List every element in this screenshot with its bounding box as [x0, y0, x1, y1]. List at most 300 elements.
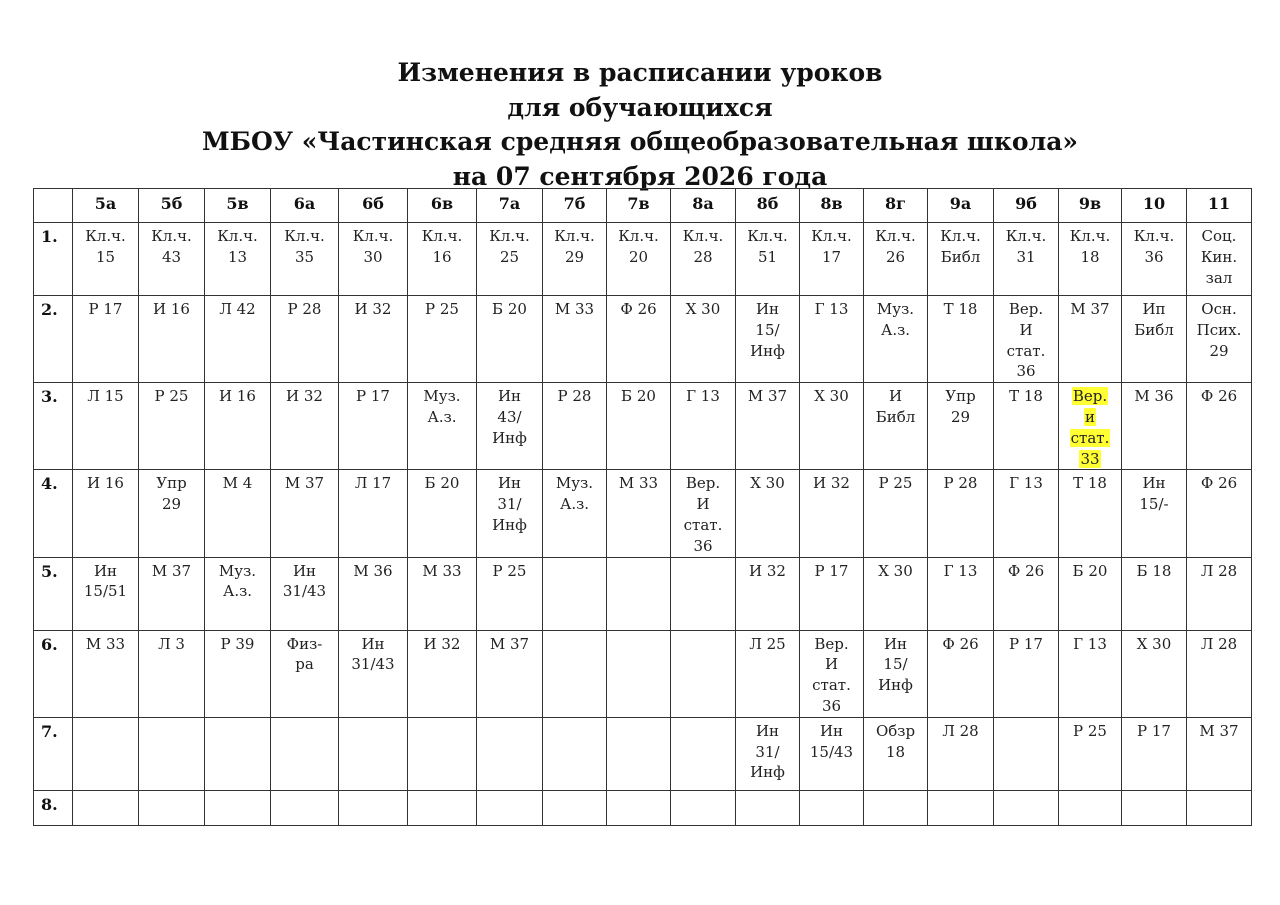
- lesson-cell-text: М 33: [618, 474, 659, 493]
- lesson-cell-line: [671, 494, 735, 515]
- lesson-cell-text: М 36: [1134, 387, 1174, 406]
- lesson-cell-line: [339, 561, 407, 582]
- lesson-cell-text: Вер.: [1072, 387, 1108, 406]
- lesson-cell-text: 15/: [755, 320, 780, 339]
- lesson-cell-line: [205, 386, 270, 407]
- lesson-cell: [864, 557, 928, 630]
- lesson-cell-text: 29: [161, 495, 182, 514]
- lesson-cell-line: [1122, 247, 1186, 268]
- lesson-cell: [1187, 790, 1252, 825]
- lesson-cell: [1122, 470, 1187, 557]
- lesson-cell-text: Кл.ч.: [85, 227, 126, 245]
- lesson-cell: [1059, 296, 1122, 383]
- lesson-cell: [1122, 790, 1187, 825]
- lesson-cell: [736, 557, 800, 630]
- lesson-cell-text: Упр: [945, 387, 976, 406]
- lesson-cell: [928, 630, 994, 717]
- lesson-cell-text: Ин: [361, 634, 385, 653]
- lesson-cell-line: [800, 675, 863, 696]
- lesson-cell: [339, 296, 408, 383]
- lesson-cell: [671, 557, 736, 630]
- lesson-cell-line: [928, 226, 993, 247]
- lesson-cell: [607, 223, 671, 296]
- lesson-cell-line: [671, 515, 735, 536]
- lesson-cell-line: [1059, 407, 1121, 428]
- lesson-cell-text: Кл.ч.: [618, 227, 659, 245]
- lesson-cell: [607, 557, 671, 630]
- lesson-cell-text: М 37: [1199, 721, 1239, 740]
- lesson-cell-line: [1122, 634, 1186, 655]
- class-header: 8б: [736, 189, 800, 223]
- lesson-cell-line: [271, 581, 338, 602]
- lesson-cell-text: Кл.ч.: [940, 227, 981, 245]
- lesson-cell-text: 31/43: [282, 582, 327, 601]
- lesson-cell-line: [271, 561, 338, 582]
- lesson-cell-text: ра: [295, 655, 314, 674]
- lesson-cell-line: [205, 581, 270, 602]
- lesson-cell-text: Кл.ч.: [284, 227, 325, 245]
- lesson-cell: [736, 383, 800, 470]
- lesson-number: 2.: [34, 296, 73, 383]
- lesson-cell: [408, 790, 477, 825]
- lesson-cell-text: Ин: [755, 300, 780, 318]
- lesson-cell: [671, 223, 736, 296]
- class-header: 10: [1122, 189, 1187, 223]
- lesson-cell: [73, 383, 139, 470]
- lesson-cell: [928, 717, 994, 790]
- lesson-cell: [1059, 383, 1122, 470]
- lesson-cell-text: 30: [363, 247, 383, 266]
- lesson-cell-line: [205, 299, 270, 320]
- lesson-cell-text: Упр: [156, 474, 187, 493]
- lesson-cell-line: [864, 561, 927, 582]
- lesson-cell-line: [1122, 473, 1186, 494]
- lesson-row: [34, 557, 1252, 630]
- lesson-cell-text: Х 30: [685, 300, 721, 318]
- lesson-cell-line: [271, 473, 338, 494]
- lesson-cell: [339, 470, 408, 557]
- lesson-cell-line: [864, 634, 927, 655]
- lesson-cell-text: 31: [1016, 247, 1036, 266]
- lesson-cell-text: Р 25: [492, 561, 527, 580]
- lesson-cell-line: [408, 634, 476, 655]
- lesson-cell-text: Х 30: [878, 561, 913, 580]
- lesson-cell: [139, 383, 205, 470]
- lesson-cell: [339, 717, 408, 790]
- lesson-cell-line: [139, 386, 204, 407]
- lesson-cell: [671, 790, 736, 825]
- lesson-cell-line: [477, 386, 542, 407]
- lesson-cell-line: [864, 386, 927, 407]
- class-header: 7б: [543, 189, 607, 223]
- lesson-row: [34, 223, 1252, 296]
- lesson-cell-text: И 32: [813, 474, 850, 493]
- lesson-cell-line: [1122, 386, 1186, 407]
- lesson-cell-text: И: [824, 655, 839, 674]
- lesson-cell-line: [271, 226, 338, 247]
- lesson-cell-text: Библ: [940, 247, 981, 266]
- lesson-cell-text: Р 25: [154, 387, 189, 406]
- lesson-cell-line: [139, 247, 204, 268]
- lesson-cell: [994, 790, 1059, 825]
- lesson-cell-text: стат.: [1070, 428, 1110, 447]
- lesson-cell-text: Г 13: [943, 561, 978, 580]
- lesson-cell-line: [1122, 561, 1186, 582]
- lesson-cell-line: [994, 386, 1058, 407]
- lesson-cell-text: Осн.: [1201, 300, 1237, 318]
- lesson-cell-line: [139, 494, 204, 515]
- lesson-cell-text: Кл.ч.: [421, 227, 463, 245]
- lesson-cell-line: [864, 407, 927, 428]
- lesson-cell-text: Муз.: [555, 474, 594, 493]
- lesson-cell: [139, 470, 205, 557]
- lesson-cell-text: Г 13: [686, 387, 720, 406]
- lesson-cell-line: [736, 386, 799, 407]
- lesson-cell-text: Ф 26: [1200, 387, 1238, 406]
- class-header: 5б: [139, 189, 205, 223]
- lesson-cell: [477, 223, 543, 296]
- lesson-cell-text: Библ: [875, 407, 916, 426]
- lesson-cell-text: А.з.: [427, 407, 457, 426]
- lesson-cell: [1122, 717, 1187, 790]
- lesson-cell: [1187, 383, 1252, 470]
- lesson-cell: [1122, 557, 1187, 630]
- lesson-cell-text: 36: [1016, 362, 1036, 381]
- lesson-cell-text: Л 3: [158, 634, 185, 653]
- document-title: [0, 56, 1280, 194]
- lesson-cell-text: 26: [885, 247, 906, 266]
- lesson-cell: [477, 557, 543, 630]
- lesson-cell-text: М 33: [554, 300, 595, 318]
- lesson-cell: [800, 296, 864, 383]
- lesson-cell: [800, 383, 864, 470]
- lesson-cell-line: [339, 386, 407, 407]
- lesson-cell: [607, 630, 671, 717]
- lesson-cell-text: Вер.: [814, 634, 849, 653]
- lesson-cell: [864, 296, 928, 383]
- lesson-cell-line: [73, 299, 138, 320]
- lesson-cell: [671, 717, 736, 790]
- lesson-cell: [994, 470, 1059, 557]
- lesson-cell-text: Л 28: [1200, 634, 1238, 653]
- lesson-cell-line: [864, 320, 927, 341]
- lesson-cell-text: Р 28: [943, 474, 978, 493]
- lesson-cell-line: [205, 561, 270, 582]
- lesson-cell-line: [607, 299, 670, 320]
- lesson-cell-line: [543, 473, 606, 494]
- lesson-number: 4.: [34, 470, 73, 557]
- lesson-cell: [139, 296, 205, 383]
- lesson-cell-line: [1187, 721, 1251, 742]
- lesson-cell-line: [928, 407, 993, 428]
- lesson-cell: [408, 383, 477, 470]
- lesson-cell-line: [543, 299, 606, 320]
- lesson-cell: [671, 383, 736, 470]
- lesson-cell-line: [671, 226, 735, 247]
- class-header: 5в: [205, 189, 271, 223]
- lesson-cell-line: [271, 247, 338, 268]
- lesson-cell-text: И: [888, 387, 903, 406]
- lesson-cell-line: [543, 386, 606, 407]
- lesson-cell-text: Ин: [93, 561, 118, 580]
- lesson-cell-line: [543, 226, 606, 247]
- lesson-cell-text: 17: [821, 247, 842, 266]
- lesson-cell-text: Инф: [750, 763, 785, 782]
- lesson-cell-text: М 33: [85, 634, 126, 653]
- lesson-cell-line: [994, 226, 1058, 247]
- lesson-cell-line: [477, 515, 542, 536]
- lesson-cell-text: Б 20: [424, 474, 460, 493]
- lesson-cell-line: [1187, 634, 1251, 655]
- lesson-cell-line: [736, 742, 799, 763]
- lesson-cell-text: А.з.: [222, 582, 253, 601]
- lesson-cell-text: Обзр: [875, 721, 916, 740]
- lesson-cell: [1059, 470, 1122, 557]
- lesson-number: 6.: [34, 630, 73, 717]
- lesson-cell-text: Ин: [755, 721, 780, 740]
- lesson-cell: [477, 790, 543, 825]
- lesson-cell-line: [800, 247, 863, 268]
- lesson-cell-text: 15: [95, 247, 116, 266]
- lesson-cell-text: М 37: [284, 474, 325, 493]
- class-header: 6б: [339, 189, 408, 223]
- lesson-cell-line: [928, 386, 993, 407]
- lesson-cell: [800, 470, 864, 557]
- lesson-cell-text: Муз.: [423, 387, 461, 406]
- lesson-cell: [73, 717, 139, 790]
- lesson-cell-line: [1187, 247, 1251, 268]
- lesson-cell-text: 51: [757, 247, 778, 266]
- lesson-cell-text: Р 28: [287, 300, 322, 318]
- lesson-cell: [928, 470, 994, 557]
- lesson-cell-text: стат.: [812, 676, 851, 695]
- lesson-cell: [205, 630, 271, 717]
- lesson-cell-text: Л 42: [219, 300, 256, 318]
- lesson-cell-line: [736, 341, 799, 362]
- lesson-cell: [139, 630, 205, 717]
- lesson-cell: [736, 630, 800, 717]
- lesson-cell-line: [928, 247, 993, 268]
- lesson-cell-text: стат.: [683, 515, 723, 534]
- lesson-cell-text: И: [696, 495, 710, 514]
- header-row: [34, 189, 1252, 223]
- lesson-cell-line: [1187, 299, 1251, 320]
- lesson-cell-text: Кин.: [1200, 247, 1238, 266]
- lesson-cell: [271, 296, 339, 383]
- lesson-cell-text: Б 20: [1072, 561, 1108, 580]
- lesson-cell-line: [139, 634, 204, 655]
- lesson-cell-text: Кл.ч.: [875, 227, 916, 245]
- lesson-cell-text: 36: [1144, 247, 1164, 266]
- lesson-cell-text: Ин: [819, 721, 844, 740]
- lesson-cell-text: Р 17: [1009, 634, 1043, 653]
- lesson-cell-line: [671, 386, 735, 407]
- lesson-cell-text: Кл.ч.: [1133, 227, 1175, 245]
- lesson-cell-text: Л 15: [87, 387, 124, 406]
- lesson-cell-line: [271, 634, 338, 655]
- lesson-cell: [73, 790, 139, 825]
- lesson-cell: [864, 383, 928, 470]
- lesson-cell-line: [139, 561, 204, 582]
- lesson-cell: [271, 383, 339, 470]
- lesson-cell-text: 35: [294, 247, 315, 266]
- lesson-cell-text: Муз.: [218, 561, 257, 580]
- lesson-cell-line: [800, 634, 863, 655]
- lesson-cell-text: Кл.ч.: [747, 227, 788, 245]
- lesson-cell-text: 13: [227, 247, 248, 266]
- lesson-cell: [1122, 223, 1187, 296]
- lesson-cell-text: А.з.: [880, 320, 911, 339]
- lesson-cell-line: [736, 561, 799, 582]
- lesson-cell-text: Ф 26: [620, 300, 657, 318]
- lesson-cell: [543, 790, 607, 825]
- lesson-cell: [800, 790, 864, 825]
- lesson-cell: [271, 470, 339, 557]
- lesson-cell-line: [1059, 561, 1121, 582]
- corner-cell: [34, 189, 73, 223]
- lesson-cell-line: [1059, 247, 1121, 268]
- lesson-cell: [928, 383, 994, 470]
- lesson-cell: [864, 223, 928, 296]
- class-header: 9в: [1059, 189, 1122, 223]
- lesson-cell-line: [408, 386, 476, 407]
- lesson-cell-text: Г 13: [814, 300, 849, 318]
- lesson-cell: [271, 557, 339, 630]
- lesson-cell-line: [1187, 341, 1251, 362]
- lesson-cell-text: М 37: [489, 634, 530, 653]
- lesson-cell-text: Ин: [292, 561, 317, 580]
- lesson-cell-text: Т 18: [943, 300, 978, 318]
- lesson-cell-text: 16: [432, 247, 452, 266]
- lesson-cell-text: Л 28: [1200, 561, 1238, 580]
- lesson-cell: [607, 470, 671, 557]
- lesson-cell: [339, 557, 408, 630]
- lesson-row: [34, 296, 1252, 383]
- lesson-cell-line: [477, 299, 542, 320]
- lesson-cell-line: [1187, 320, 1251, 341]
- lesson-cell-line: [800, 473, 863, 494]
- lesson-cell-line: [994, 320, 1058, 341]
- lesson-cell-text: Ф 26: [942, 634, 979, 653]
- lesson-cell-text: Инф: [878, 676, 913, 695]
- lesson-cell-text: Х 30: [750, 474, 785, 493]
- lesson-cell-text: 15/43: [809, 742, 854, 761]
- lesson-cell-text: И: [1019, 320, 1033, 339]
- lesson-cell-text: Р 17: [1137, 721, 1171, 740]
- title-line-2: для обучающихся: [507, 92, 773, 122]
- lesson-cell-line: [994, 299, 1058, 320]
- lesson-cell-line: [800, 561, 863, 582]
- lesson-cell: [205, 383, 271, 470]
- lesson-cell: [864, 630, 928, 717]
- lesson-cell-text: 15/51: [83, 582, 128, 601]
- lesson-cell-line: [671, 247, 735, 268]
- lesson-cell-line: [73, 561, 138, 582]
- lesson-cell-text: М 37: [747, 387, 788, 406]
- lesson-cell-line: [864, 742, 927, 763]
- lesson-cell: [1187, 557, 1252, 630]
- class-header: 9а: [928, 189, 994, 223]
- lesson-cell-line: [1059, 449, 1121, 470]
- lesson-cell: [994, 630, 1059, 717]
- lesson-number: 3.: [34, 383, 73, 470]
- lesson-cell: [543, 470, 607, 557]
- lesson-cell-line: [994, 341, 1058, 362]
- class-header: 6в: [408, 189, 477, 223]
- lesson-cell-line: [477, 473, 542, 494]
- lesson-cell-line: [477, 428, 542, 449]
- lesson-cell: [671, 630, 736, 717]
- lesson-cell: [1187, 630, 1252, 717]
- lesson-cell: [1187, 223, 1252, 296]
- lesson-cell-line: [1059, 473, 1121, 494]
- lesson-cell: [73, 557, 139, 630]
- lesson-cell-line: [1059, 634, 1121, 655]
- lesson-cell-line: [73, 386, 138, 407]
- lesson-cell-text: И 16: [87, 474, 124, 493]
- lesson-cell-line: [994, 634, 1058, 655]
- lesson-cell-line: [408, 226, 476, 247]
- lesson-cell-line: [864, 654, 927, 675]
- lesson-cell-text: Ф 26: [1007, 561, 1045, 580]
- lesson-cell-line: [736, 721, 799, 742]
- lesson-cell-text: Л 17: [354, 474, 392, 493]
- lesson-cell-text: Библ: [1134, 320, 1174, 339]
- lesson-cell: [864, 790, 928, 825]
- lesson-cell: [864, 470, 928, 557]
- lesson-cell-line: [864, 226, 927, 247]
- lesson-cell: [477, 717, 543, 790]
- lesson-cell-line: [800, 386, 863, 407]
- lesson-cell-text: 29: [1209, 341, 1229, 360]
- lesson-cell-line: [1187, 386, 1251, 407]
- lesson-cell-text: Л 25: [749, 634, 786, 653]
- lesson-cell-text: Р 39: [220, 634, 255, 653]
- class-header: 9б: [994, 189, 1059, 223]
- title-line-4: на 07 сентября 2026 года: [452, 161, 828, 191]
- lesson-cell-line: [73, 226, 138, 247]
- class-header: 7а: [477, 189, 543, 223]
- lesson-cell-line: [800, 721, 863, 742]
- lesson-cell-line: [477, 226, 542, 247]
- lesson-cell-text: Муз.: [876, 300, 915, 318]
- lesson-cell-line: [477, 561, 542, 582]
- lesson-cell-text: 43/: [497, 407, 522, 426]
- lesson-cell-text: И 16: [153, 300, 190, 318]
- lesson-cell-line: [477, 407, 542, 428]
- lesson-cell: [73, 470, 139, 557]
- lesson-cell-line: [736, 320, 799, 341]
- lesson-cell: [205, 223, 271, 296]
- lesson-cell: [271, 630, 339, 717]
- lesson-cell-text: И 32: [423, 634, 461, 653]
- lesson-cell-line: [73, 634, 138, 655]
- lesson-cell: [607, 790, 671, 825]
- lesson-cell: [994, 557, 1059, 630]
- lesson-cell: [271, 790, 339, 825]
- class-header: 8г: [864, 189, 928, 223]
- lesson-cell-text: Ип: [1142, 300, 1166, 318]
- lesson-cell-line: [543, 494, 606, 515]
- lesson-row: [34, 630, 1252, 717]
- lesson-cell-text: И 32: [286, 387, 323, 406]
- lesson-cell-line: [928, 634, 993, 655]
- lesson-cell-line: [139, 299, 204, 320]
- lesson-cell-line: [1059, 226, 1121, 247]
- lesson-cell: [477, 296, 543, 383]
- lesson-cell-text: А.з.: [559, 495, 590, 514]
- lesson-cell: [671, 470, 736, 557]
